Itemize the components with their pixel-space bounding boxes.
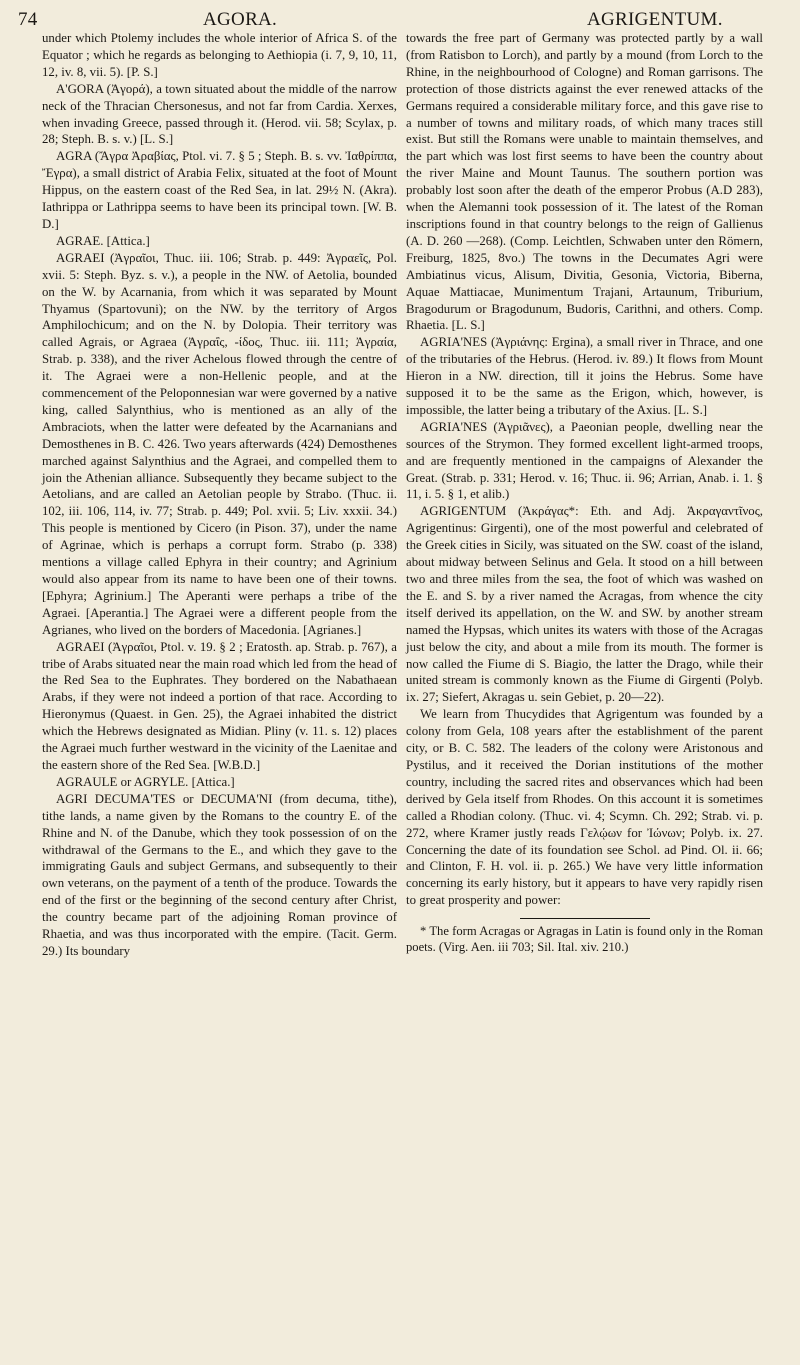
entry-agrianes-people: AGRIA'NES (Ἀγριᾶνες), a Paeonian people, dwelling near the sources of the Strymon. They formed excellent light-armed troops, and are frequently mentioned in the campaigns of Alexander the Great. (Strab. p. 331; Herod. v. 16; Thuc. ii. 96; Arrian, Anab. i. 1. § 11, i. 5. § 1, et alib.) — [406, 419, 763, 502]
entry-agrae: AGRAE. [Attica.] — [56, 233, 150, 248]
entry-agrianes-river: AGRIA'NES (Ἀγριάνης: Ergina), a small river in Thrace, and one of the tributaries of the Hebrus. (Herod. iv. 89.) It flows from Mount Hieron in a NW. direction, till it joins the Hebrus. Some have supposed it to be the same as the Erigon, which, however, is impossible, the latter being a tributary of the Axius. [L. S.] — [406, 335, 763, 417]
entry-agraei-aetolia: AGRAEI (Ἀγραῖοι, Thuc. iii. 106; Strab. p. 449: Ἀγραεῖς, Pol. xvii. 5: Steph. Byz. s. v.), a people in the NW. of Aetolia, bounded on the W. by Acarnania, from which it was separated by Mount Thyamus (Spartovuni); on the NW. by the territory of Argos Amphilochicum; and on the N. by Dolopia. Their territory was called Agrais, or Agraea (Ἀγραΐς, -ίδος, Thuc. iii. 111; Ἀγραία, Strab. p. 338), and the river Achelous flowed through the centre of it. The Agraei were a non-Hellenic people, and at the commencement of the Peloponnesian war were governed by a native king, called Salynthius, who is mentioned as an ally of the Ambraciots, when the latter were defeated by the Acarnanians and Demosthenes in B. C. 426. Two years afterwards (424) Demosthenes marched against Salynthius and the Agraei, and compelled them to join the Athenian alliance. Subsequently they became subject to the Aetolians, and are called an Aetolian people by Strabo. (Thuc. ii. 102, iii. 106, 114, iv. 77; Strab. p. 449; Pol. xvii. 5; Liv. xxxii. 34.) This people is mentioned by Cicero (in Pison. 37), under the name of Agrinae, which is perhaps a corrupt form. Strabo (p. 338) mentions a village called Ephyra in their country; and Agrinium would also appear from its name to have been one of their towns. [Ephyra; Agrinium.] The Aperanti were perhaps a tribe of the Agraei. [Aperantia.] The Agraei were a different people from the Agrianes, who lived on the borders of Macedonia. [Agrianes.] — [42, 250, 397, 637]
right-column — [406, 30, 763, 956]
running-head-left: AGORA. — [203, 9, 278, 30]
entry-agri-decumates-continued: towards the free part of Germany was protected partly by a wall (from Ratisbon to Lorch), and partly by a mound (from Lorch to the Rhine, in the neighbourhood of Cologne) and Roman garrisons. The protection of those districts against the ever renewed attacks of the Germans required a considerable military force, and this gave rise to a number of towns and military roads, of which many traces still exist. But still the Romans were unable to maintain themselves, and the part which was lost first seems to have been the country about the river Maine and Mount Taunus. The southern portion was probably lost soon after the death of the emperor Probus (A.D 283), when the Alemanni took possession of it. The latest of the Roman inscriptions found in that country belongs to the reign of Gallienus (A. D. 260 —268). (Comp. Leichtlen, Schwaben unter den Römern, Freiburg, 1825, 8vo.) The towns in the Decumates Agri were Ambiatinus vicus, Alisum, Divitia, Gesonia, Victoria, Biberna, Aquae Mattiacae, Munimentum Trajani, Artaunum, Triburium, Bragodurum or Bragodunum, Budoris, Carithni, and others. Comp. Rhaetia. [L. S.] — [406, 31, 763, 333]
entry-agrigentum-history: We learn from Thucydides that Agrigentum was founded by a colony from Gela, 108 years after the establishment of the parent city, or B. C. 582. The leaders of the colony were Aristonous and Pystilus, and it received the Dorian institutions of the mother country, including the sacred rites and observances which had been derived by Gela itself from Rhodes. On this account it is sometimes called a Rhodian colony. (Thuc. vi. 4; Scymn. Ch. 292; Strab. vi. p. 272, where Kramer justly reads Γελῴων for Ἰώνων; Polyb. ix. 27. Concerning the date of its foundation see Schol. ad Pind. Ol. ii. 66; and Clinton, F. H. vol. ii. p. 265.) We have very little information concerning its early history, but it appears to have very rapidly risen to great prosperity and power: — [406, 707, 763, 908]
running-head-right: AGRIGENTUM. — [587, 9, 723, 30]
footnote: * The form Acragas or Agragas in Latin is found only in the Roman poets. (Virg. Aen. iii 703; Sil. Ital. xiv. 210.) — [406, 924, 763, 955]
entry-agra: AGRA (Ἄγρα Ἀραβίας, Ptol. vi. 7. § 5 ; Steph. B. s. vv. Ἰαθρίππα, Ἔγρα), a small district of Arabia Felix, situated at the foot of Mount Hippus, on the eastern coast of the Red Sea, in lat. 29½ N. (Akra). Iathrippa or Lathrippa seems to have been its principal town. [W. B. D.] — [42, 149, 397, 231]
entry-continuation: under which Ptolemy includes the whole interior of Africa S. of the Equator ; which he regards as belonging to Aethiopia (i. 7, 9, 10, 11, 12, iv. 8, vii. 5). [P. S.] — [42, 31, 397, 79]
left-column — [42, 30, 397, 960]
entry-agraule: AGRAULE or AGRYLE. [Attica.] — [56, 774, 235, 789]
entry-agraei-arabia: AGRAEI (Ἀγραῖοι, Ptol. v. 19. § 2 ; Eratosth. ap. Strab. p. 767), a tribe of Arabs situated near the main road which led from the head of the Red Sea to the Euphrates. They bordered on the Nabathaean Arabs, if they were not indeed a portion of that race. According to Hieronymus (Quaest. in Gen. 25), the Agraei inhabited the district which the Hebrews designated as Midian. Pliny (v. 11. s. 12) places the Agraei much further westward in the vicinity of the Laenitae and the eastern shore of the Red Sea. [W.B.D.] — [42, 639, 397, 772]
footnote-rule — [520, 918, 650, 919]
entry-agrigentum: AGRIGENTUM (Ἀκράγας*: Eth. and Adj. Ἀκραγαντῖνος, Agrigentinus: Girgenti), one of the most powerful and celebrated of the Greek cities in Sicily, was situated on the SW. coast of the island, about midway between Selinus and Gela. It stood on a hill between two and three miles from the sea, the foot of which was washed on the E. and S. by a river named the Acragas, from whence the city itself derived its appellation, on the W. and SW. by another stream named the Hypsas, which unites its waters with those of the Acragas just below the city, and about a mile from its mouth. The former is now called the Fiume di S. Biagio, the latter the Drago, while their united stream is commonly known as the Fiume di Girgenti (Polyb. ix. 27; Siefert, Akragas u. sein Gebiet, p. 20—22). — [406, 504, 763, 705]
entry-agora: A'GORA (Ἀγορά), a town situated about the middle of the narrow neck of the Thracian Chersonesus, and not far from Cardia. Xerxes, when invading Greece, passed through it. (Herod. vii. 58; Scylax, p. 28; Steph. B. s. v.) [L. S.] — [42, 81, 397, 147]
page-header — [14, 6, 786, 32]
entry-agri-decumates: AGRI DECUMA'TES or DECUMA'NI (from decuma, tithe), tithe lands, a name given by the Romans to the country E. of the Rhine and N. of the Danube, which they took possession of on the withdrawal of the Germans to the E., and which they gave to the immigrating Gauls and subject Germans, and subsequently to their own veterans, on the payment of a tenth of the produce. Towards the end of the first or the beginning of the second century after Christ, the country became part of the adjoining Roman province of Rhaetia, and was thus incorporated with the empire. (Tacit. Germ. 29.) Its boundary — [42, 791, 397, 958]
page-number: 74 — [18, 9, 38, 30]
